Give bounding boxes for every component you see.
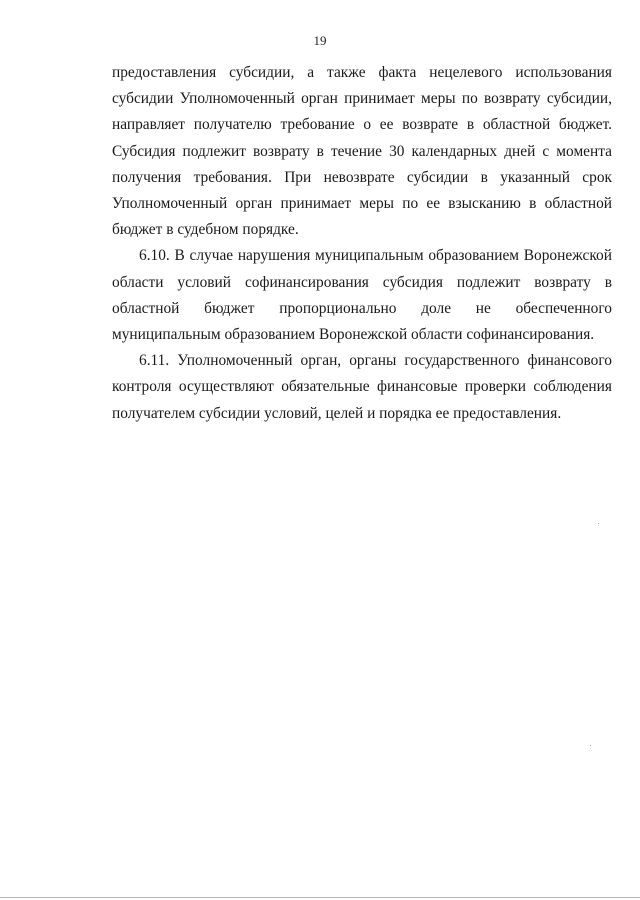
scan-edge-line: [0, 897, 640, 898]
paragraph-6-10: 6.10. В случае нарушения муниципальным образованием Воронежской области условий софинансирования субсидия подлежит возврату в областной бюджет пропорционально доле не обеспеченного муниципальным образованием Воронежской области софинансирования.: [112, 247, 612, 344]
document-body: [112, 60, 612, 427]
paragraph-continuation: предоставления субсидии, а также факта нецелевого использования субсидии Уполномоченный орган принимает меры по возврату субсидии, направляет получателю требование о ее возврате в областной бюджет. Субсидия подлежит возврату в течение 30 календарных дней с момента получения требования. При невозврате субсидии в указанный срок Уполномоченный орган принимает меры по ее взысканию в областной бюджет в судебном порядке.: [112, 64, 612, 239]
paragraph-6-11: 6.11. Уполномоченный орган, органы государственного финансового контроля осуществляют обязательные финансовые проверки соблюдения получателем субсидии условий, целей и порядка ее предоставления.: [112, 352, 612, 422]
scan-speck: [590, 745, 591, 746]
scan-speck: [598, 523, 599, 524]
page-number: 19: [313, 33, 327, 48]
